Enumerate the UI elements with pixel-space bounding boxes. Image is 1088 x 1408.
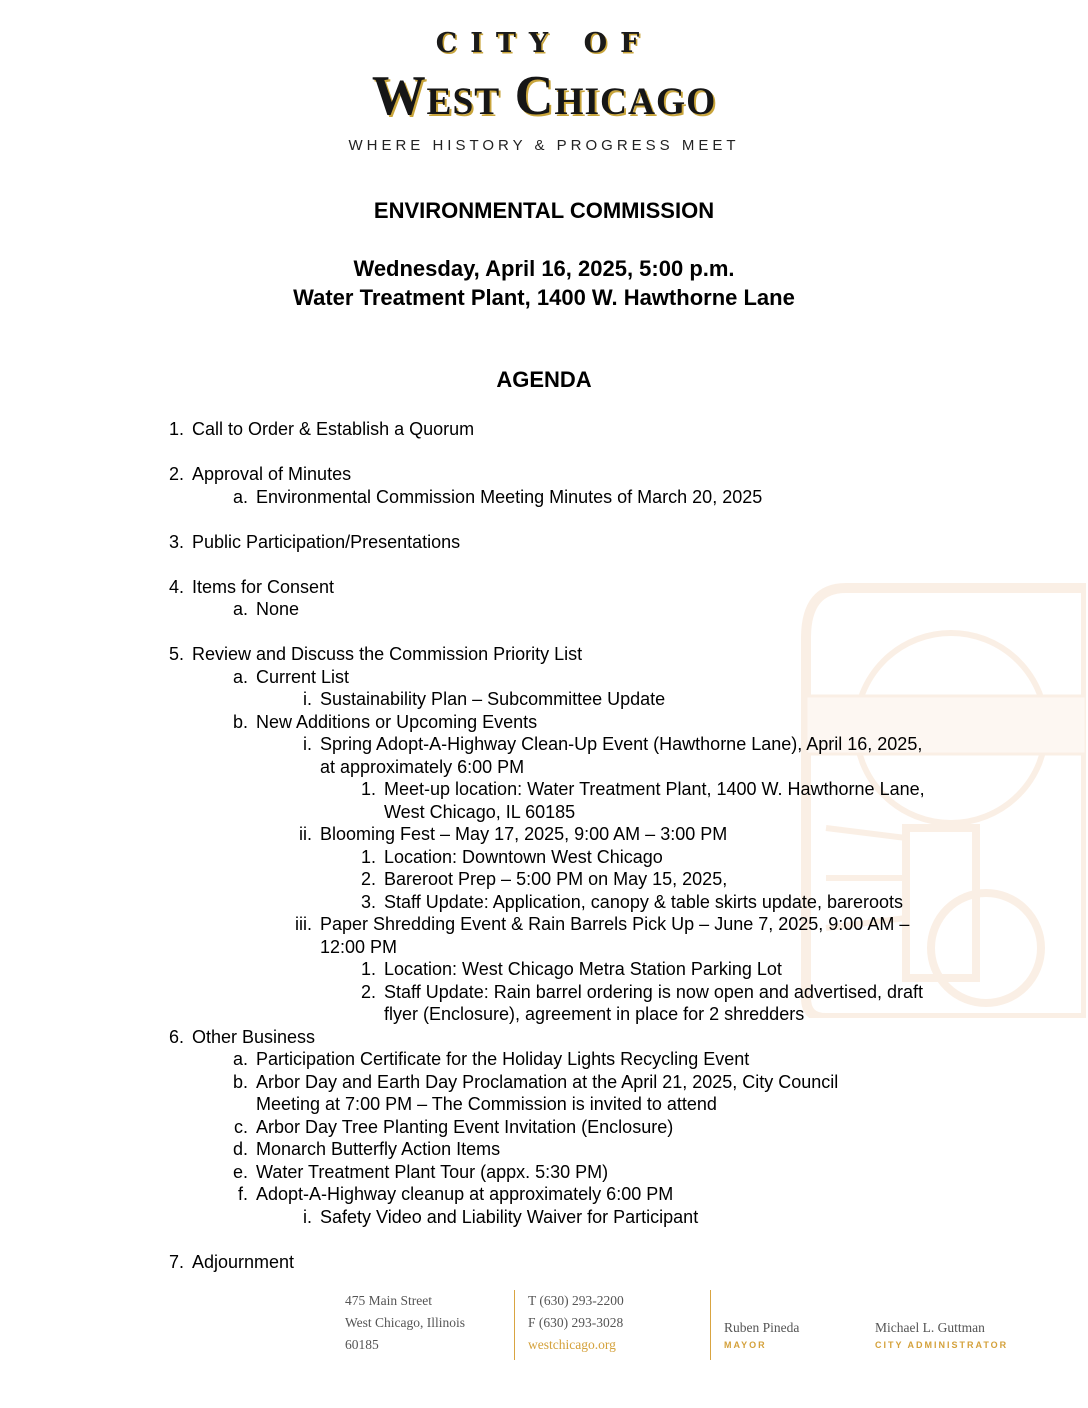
- agenda-subitem: [360, 958, 984, 981]
- item-text: Staff Update: Rain barrel ordering is now open and advertised, draft flyer (Enclosure), agreement in place for 2 shredders: [384, 981, 923, 1024]
- agenda-subitem: [360, 778, 934, 823]
- mayor-name: Ruben Pineda: [724, 1320, 800, 1335]
- admin-title: CITY ADMINISTRATOR: [875, 1340, 1009, 1350]
- item-number: ii.: [299, 824, 312, 844]
- address-city: West Chicago, Illinois: [345, 1315, 466, 1330]
- item-number: a.: [232, 486, 248, 507]
- item-text: Staff Update: Application, canopy & table skirts update, bareroots: [384, 891, 903, 912]
- letterhead-tagline: WHERE HISTORY & PROGRESS MEET: [348, 137, 740, 154]
- item-text: Environmental Commission Meeting Minutes of March 20, 2025: [256, 486, 763, 507]
- item-text: Adopt-A-Highway cleanup at approximately 6:00 PM: [256, 1184, 674, 1204]
- item-text: None: [256, 599, 300, 619]
- item-text: Public Participation/Presentations: [192, 531, 461, 552]
- agenda-subitem: [232, 1071, 906, 1116]
- footer-administrator: [875, 1318, 1008, 1352]
- item-number: d.: [232, 1139, 248, 1159]
- agenda-title: AGENDA: [496, 367, 592, 392]
- agenda-subitem: [237, 1183, 956, 1206]
- agenda-subitem: [232, 666, 956, 689]
- mayor-title: MAYOR: [724, 1340, 767, 1350]
- item-text: Bareroot Prep – 5:00 PM on May 15, 2025,: [384, 869, 728, 889]
- agenda-item: [168, 1026, 992, 1049]
- item-number: 1.: [360, 959, 376, 979]
- item-number: 2.: [360, 869, 376, 889]
- item-number: i.: [303, 1206, 312, 1227]
- item-number: 3.: [360, 891, 376, 912]
- item-number: 1.: [360, 846, 376, 867]
- agenda-subitem: [232, 486, 956, 509]
- item-number: a.: [232, 599, 248, 619]
- item-number: 3.: [168, 531, 184, 552]
- item-number: b.: [232, 711, 248, 732]
- item-text: Review and Discuss the Commission Priority List: [192, 644, 583, 664]
- item-number: 4.: [168, 576, 184, 597]
- letterhead-city-name: West Chicago: [371, 65, 717, 127]
- item-text: Monarch Butterfly Action Items: [256, 1139, 501, 1159]
- agenda-subitem: [232, 1161, 956, 1184]
- item-number: 7.: [168, 1251, 184, 1272]
- item-number: 5.: [168, 644, 184, 664]
- agenda-subitem: [295, 913, 956, 958]
- address-street: 475 Main Street: [345, 1293, 432, 1308]
- item-text: Meet-up location: Water Treatment Plant, 1400 W. Hawthorne Lane, West Chicago, IL 60185: [384, 779, 925, 822]
- item-text: Items for Consent: [192, 576, 335, 597]
- item-number: i.: [303, 734, 312, 754]
- agenda-item: [168, 1251, 992, 1274]
- item-text: Water Treatment Plant Tour (appx. 5:30 PM): [256, 1161, 609, 1182]
- item-text: Arbor Day Tree Planting Event Invitation (Enclosure): [256, 1116, 674, 1137]
- letterhead-city-of: CITY OF: [435, 28, 653, 59]
- item-text: New Additions or Upcoming Events: [256, 711, 538, 732]
- item-text: Location: Downtown West Chicago: [384, 846, 663, 867]
- phone-number: T (630) 293-2200: [528, 1293, 624, 1308]
- item-number: a.: [232, 666, 248, 687]
- item-number: 2.: [168, 464, 184, 484]
- item-number: iii.: [295, 914, 312, 934]
- agenda-subitem: [360, 846, 984, 869]
- agenda-subitem: [303, 1206, 950, 1229]
- item-number: i.: [303, 689, 312, 709]
- item-number: b.: [232, 1071, 248, 1092]
- agenda-subitem: [233, 1116, 956, 1139]
- item-text: Call to Order & Establish a Quorum: [192, 419, 475, 439]
- commission-title: ENVIRONMENTAL COMMISSION: [373, 198, 715, 223]
- admin-name: Michael L. Guttman: [875, 1320, 985, 1335]
- agenda-subitem: [232, 598, 956, 621]
- address-zip: 60185: [345, 1337, 379, 1352]
- agenda-item: [168, 531, 992, 554]
- agenda-subitem: [232, 711, 956, 734]
- agenda-subitem: [303, 688, 950, 711]
- agenda-item: [168, 643, 992, 666]
- website-link[interactable]: westchicago.org: [528, 1337, 616, 1352]
- item-number: 1.: [360, 779, 376, 799]
- agenda-subitem: [232, 1138, 956, 1161]
- fax-number: F (630) 293-3028: [528, 1315, 624, 1330]
- footer-divider: [710, 1290, 711, 1360]
- item-text: Paper Shredding Event & Rain Barrels Pick Up – June 7, 2025, 9:00 AM – 12:00 PM: [320, 914, 910, 957]
- agenda-item: [168, 576, 992, 599]
- agenda-list: [0, 418, 1088, 1273]
- item-text: Blooming Fest – May 17, 2025, 9:00 AM – 3:00 PM: [320, 824, 728, 844]
- item-text: Participation Certificate for the Holiday Lights Recycling Event: [256, 1049, 750, 1069]
- item-text: Adjournment: [192, 1251, 295, 1272]
- footer-divider: [514, 1290, 515, 1360]
- item-text: Location: West Chicago Metra Station Parking Lot: [384, 959, 782, 979]
- item-text: Current List: [256, 666, 350, 687]
- agenda-subitem: [299, 823, 950, 846]
- agenda-subitem: [232, 1048, 956, 1071]
- agenda-subitem: [360, 981, 944, 1026]
- item-number: f.: [237, 1184, 248, 1204]
- agenda-subitem: [303, 733, 930, 778]
- item-text: Arbor Day and Earth Day Proclamation at the April 21, 2025, City Council Meeting at 7:00 PM – The Commission is invited to attend: [256, 1071, 839, 1114]
- agenda-subitem: [360, 891, 984, 914]
- item-text: Safety Video and Liability Waiver for Participant: [320, 1206, 699, 1227]
- agenda-item: [168, 463, 992, 486]
- item-number: c.: [233, 1116, 248, 1137]
- meeting-location: Water Treatment Plant, 1400 W. Hawthorne Lane: [293, 285, 795, 310]
- item-number: 6.: [168, 1026, 184, 1047]
- item-number: 1.: [168, 419, 184, 439]
- agenda-subitem: [360, 868, 984, 891]
- item-text: Spring Adopt-A-Highway Clean-Up Event (Hawthorne Lane), April 16, 2025, at approximately 6:00 PM: [320, 734, 923, 777]
- item-number: a.: [232, 1049, 248, 1069]
- item-number: 2.: [360, 981, 376, 1002]
- footer-mayor: [724, 1318, 799, 1352]
- item-text: Approval of Minutes: [192, 464, 352, 484]
- meeting-date-time: Wednesday, April 16, 2025, 5:00 p.m.: [353, 256, 735, 281]
- footer-address: [345, 1290, 465, 1356]
- item-text: Sustainability Plan – Subcommittee Update: [320, 689, 666, 709]
- agenda-item: [168, 418, 992, 441]
- footer-contact: [528, 1290, 624, 1356]
- item-text: Other Business: [192, 1026, 316, 1047]
- item-number: e.: [232, 1161, 248, 1182]
